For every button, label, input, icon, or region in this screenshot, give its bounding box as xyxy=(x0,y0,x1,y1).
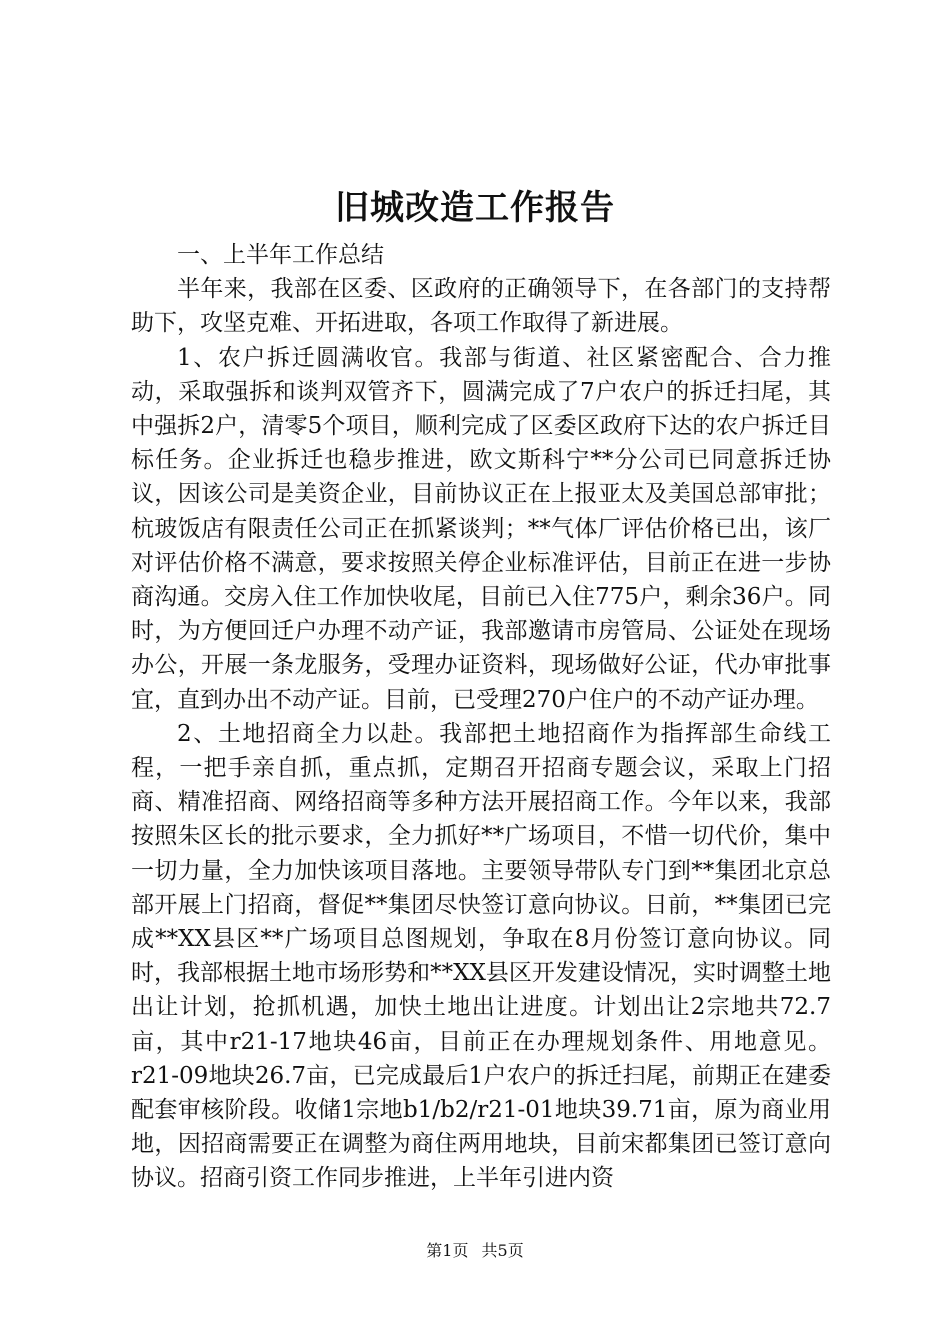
page-footer xyxy=(0,1240,950,1262)
total-pages: 共5页 xyxy=(481,1241,524,1260)
section-heading: 一、上半年工作总结 xyxy=(177,242,384,268)
paragraph-relocation: 1、农户拆迁圆满收官。我部与街道、社区紧密配合、合力推动，采取强拆和谈判双管齐下，圆满完成了7户农户的拆迁扫尾，其中强拆2户，清零5个项目，顺利完成了区委区政府下达的农户拆迁目标任务。企业拆迁也稳步推进，欧文斯科宁**分公司已同意拆迁协议，因该公司是美资企业，目前协议正在上报亚太及美国总部审批；杭玻饭店有限责任公司正在抓紧谈判；**气体厂评估价格已出，该厂对评估价格不满意，要求按照关停企业标准评估，目前正在进一步协商沟通。交房入住工作加快收尾，目前已入住775户，剩余36户。同时，为方便回迁户办理不动产证，我部邀请市房管局、公证处在现场办公，开展一条龙服务，受理办证资料，现场做好公证，代办审批事宜，直到办出不动产证。目前，已受理270户住户的不动产证办理。 xyxy=(131,344,831,713)
intro-paragraph: 半年来，我部在区委、区政府的正确领导下，在各部门的支持帮助下，攻坚克难、开拓进取，各项工作取得了新进展。 xyxy=(131,276,831,337)
document-title: 旧城改造工作报告 xyxy=(335,188,615,228)
page-number: 第1页 xyxy=(426,1241,469,1260)
paragraph-land-investment: 2、土地招商全力以赴。我部把土地招商作为指挥部生命线工程，一把手亲自抓，重点抓，定期召开招商专题会议，采取上门招商、精准招商、网络招商等多种方法开展招商工作。今年以来，我部按照朱区长的批示要求，全力抓好**广场项目，不惜一切代价，集中一切力量，全力加快该项目落地。主要领导带队专门到**集团北京总部开展上门招商，督促**集团尽快签订意向协议。日前，**集团已完成**XX县区**广场项目总图规划，争取在8月份签订意向协议。同时，我部根据土地市场形势和**XX县区开发建设情况，实时调整土地出让计划，抢抓机遇，加快土地出让进度。计划出让2宗地共72.7亩，其中r21-17地块46亩，目前正在办理规划条件、用地意见。r21-09地块26.7亩，已完成最后1户农户的拆迁扫尾，前期正在建委配套审核阶段。收储1宗地b1/b2/r21-01地块39.71亩，原为商业用地，因招商需要正在调整为商住两用地块，目前宋都集团已签订意向协议。招商引资工作同步推进，上半年引进内资 xyxy=(131,720,831,1192)
document-body xyxy=(131,238,831,1196)
